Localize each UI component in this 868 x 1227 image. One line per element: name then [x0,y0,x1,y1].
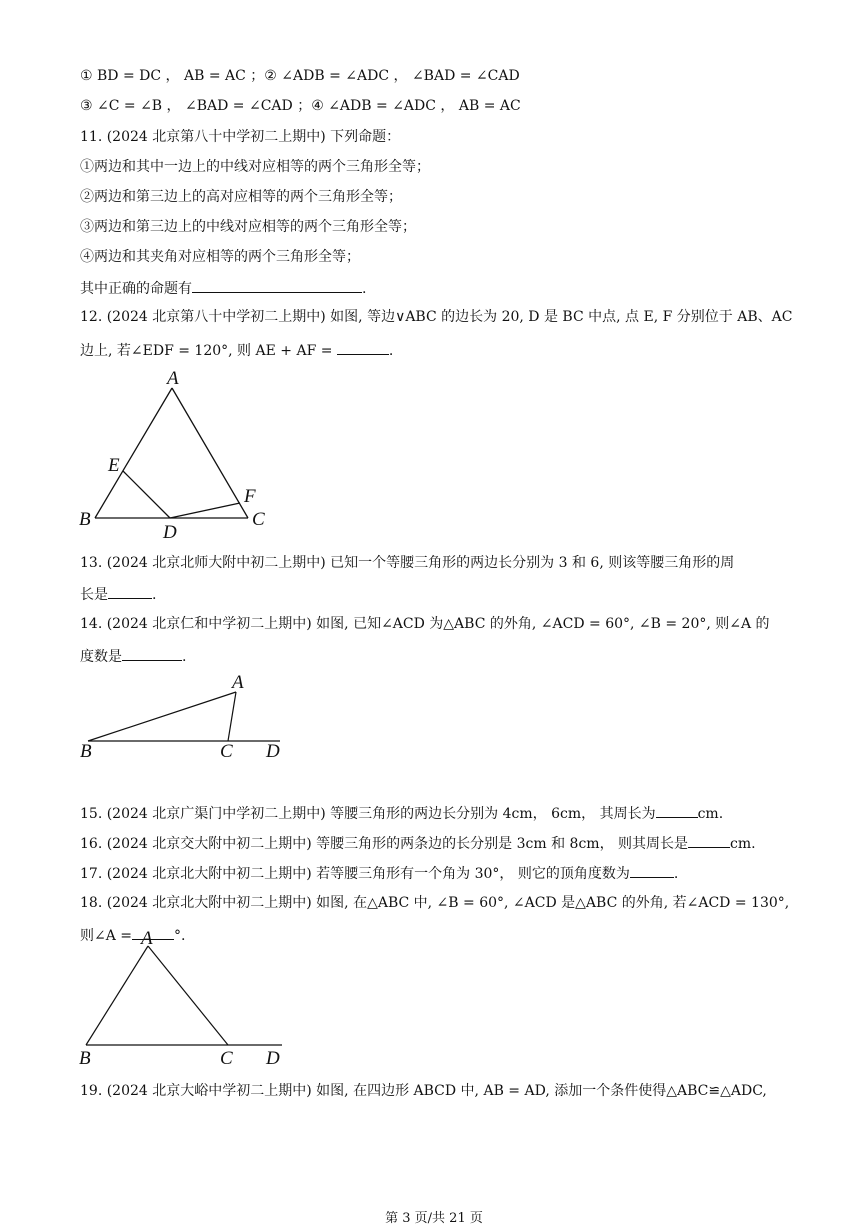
period: . [182,649,187,665]
label-c: C [220,741,233,762]
unit: cm. [730,836,756,852]
q18-stem-line-2-text: 则∠A = [80,928,133,944]
q19-stem: 19. (2024 北京大峪中学初二上期中) 如图, 在四边形 ABCD 中, AB = AD, 添加一个条件使得△ABC≌△ADC, [80,1083,767,1099]
label-a: A [167,368,179,389]
q18-stem-line-1: 18. (2024 北京北大附中初二上期中) 如图, 在△ABC 中, ∠B = 60°, ∠ACD 是△ABC 的外角, 若∠ACD = 130°, [80,895,790,911]
page-footer: 第 3 页/共 21 页 [385,1211,483,1226]
q14-stem-line-1: 14. (2024 北京仁和中学初二上期中) 如图, 已知∠ACD 为△ABC 的外角, ∠ACD = 60°, ∠B = 20°, 则∠A 的 [80,616,770,632]
segment-ab [86,946,148,1045]
label-b: B [79,1048,91,1069]
period: . [362,281,367,297]
label-c: C [252,509,265,530]
label-b: B [79,509,91,530]
q16-stem-text: 16. (2024 北京交大附中初二上期中) 等腰三角形的两条边的长分别是 3cm 和 8cm， 则其周长是 [80,836,689,852]
q11-option-1: ①两边和其中一边上的中线对应相等的两个三角形全等； [80,159,430,175]
q11-option-4: ④两边和其夹角对应相等的两个三角形全等； [80,249,360,265]
period: . [152,587,157,603]
label-e: E [108,455,120,476]
label-d: D [266,1048,280,1069]
period: . [388,343,394,359]
label-a: A [232,672,244,693]
q13-stem-line-1: 13. (2024 北京北师大附中初二上期中) 已知一个等腰三角形的两边长分别为 3 和 6, 则该等腰三角形的周 [80,555,735,571]
label-b: B [80,741,92,762]
option-line-1-2: ① BD = DC ， AB = AC ；② ∠ADB = ∠ADC ， ∠BAD = ∠CAD [80,68,520,84]
q12-stem-line-1: 12. (2024 北京第八十中学初二上期中) 如图, 等边∨ABC 的边长为 20, D 是 BC 中点, 点 E, F 分别位于 AB、AC [80,309,793,325]
q11-question-text: 其中正确的命题有 [80,281,192,297]
q17-stem-text: 17. (2024 北京北大附中初二上期中) 若等腰三角形有一个角为 30°， 则它的顶角度数为 [80,866,630,882]
label-f: F [244,486,256,507]
label-d: D [266,741,280,762]
q13-stem-line-2-text: 长是 [80,587,108,603]
unit: °. [174,928,186,944]
segment-ac [148,946,228,1045]
q11-option-3: ③两边和第三边上的中线对应相等的两个三角形全等； [80,219,416,235]
label-d: D [163,522,177,543]
period: . [673,866,679,882]
label-c: C [220,1048,233,1069]
q14-stem-line-2-text: 度数是 [80,649,122,665]
q15-stem-text: 15. (2024 北京广渠门中学初二上期中) 等腰三角形的两边长分别为 4cm， 6cm， 其周长为 [80,806,656,822]
q12-stem-line-2-text: 边上, 若∠EDF = 120°, 则 AE + AF = [80,343,333,359]
label-a: A [141,928,153,949]
q11-stem: 11. (2024 北京第八十中学初二上期中) 下列命题： [80,129,401,145]
option-line-3-4: ③ ∠C = ∠B ， ∠BAD = ∠CAD ；④ ∠ADB = ∠ADC ， AB = AC [80,98,521,114]
unit: cm. [697,806,724,822]
q11-option-2: ②两边和第三边上的高对应相等的两个三角形全等； [80,189,402,205]
